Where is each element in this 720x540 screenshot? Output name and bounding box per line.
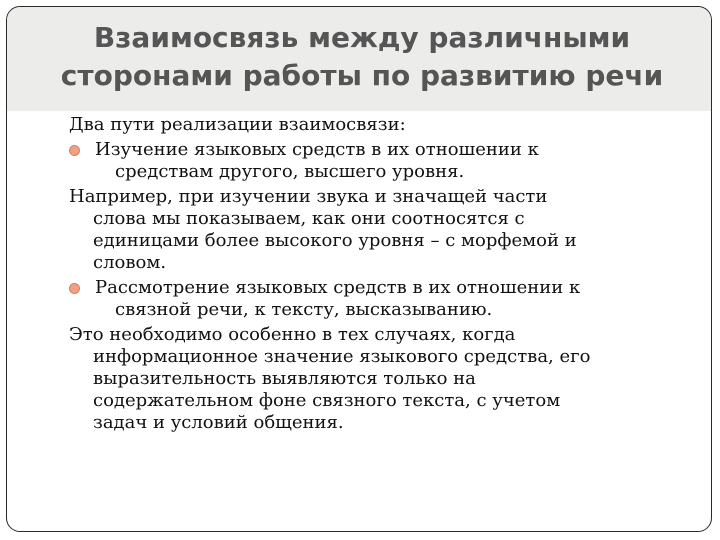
slide-title [27, 19, 697, 95]
explanation-line-1: Это необходимо особенно в тех случаях, когда [69, 324, 516, 345]
bullet-icon [69, 145, 80, 156]
bullet-1-line-1: Изучение языковых средств в их отношении к [95, 139, 539, 160]
example-line-1: Например, при изучении звука и значащей части [69, 186, 548, 207]
bullet-icon [69, 283, 80, 294]
example-paragraph [69, 186, 681, 274]
bullet-item-2 [67, 277, 681, 321]
intro-line: Два пути реализации взаимосвязи: [69, 114, 406, 135]
explanation-line-3: выразительность выявляются только на [93, 368, 476, 389]
explanation-line-2: информационное значение языкового средства, его [93, 346, 591, 367]
bullet-item-1-text [91, 139, 681, 183]
explanation-paragraph [69, 324, 681, 434]
bullet-item-2-text [91, 277, 681, 321]
example-line-3: единицами более высокого уровня – с морфемой и [93, 230, 577, 251]
bullet-item-1 [67, 139, 681, 183]
title-band [7, 7, 711, 111]
title-line-1: Взаимосвязь между различными [93, 21, 631, 54]
intro-text [69, 114, 681, 136]
example-line-2: слова мы показываем, как они соотносятся с [93, 208, 525, 229]
explanation-line-4: содержательном фоне связного текста, с учетом [93, 390, 561, 411]
bullet-2-line-2: связной речи, к тексту, высказыванию. [115, 299, 493, 320]
example-line-4: словом. [93, 252, 167, 273]
slide-body [71, 114, 681, 437]
explanation-line-5: задач и условий общения. [93, 412, 344, 433]
bullet-1-line-2: средствам другого, высшего уровня. [115, 161, 465, 182]
bullet-2-line-1: Рассмотрение языковых средств в их отношении к [95, 277, 581, 298]
title-line-2: сторонами работы по развитию речи [60, 59, 664, 92]
